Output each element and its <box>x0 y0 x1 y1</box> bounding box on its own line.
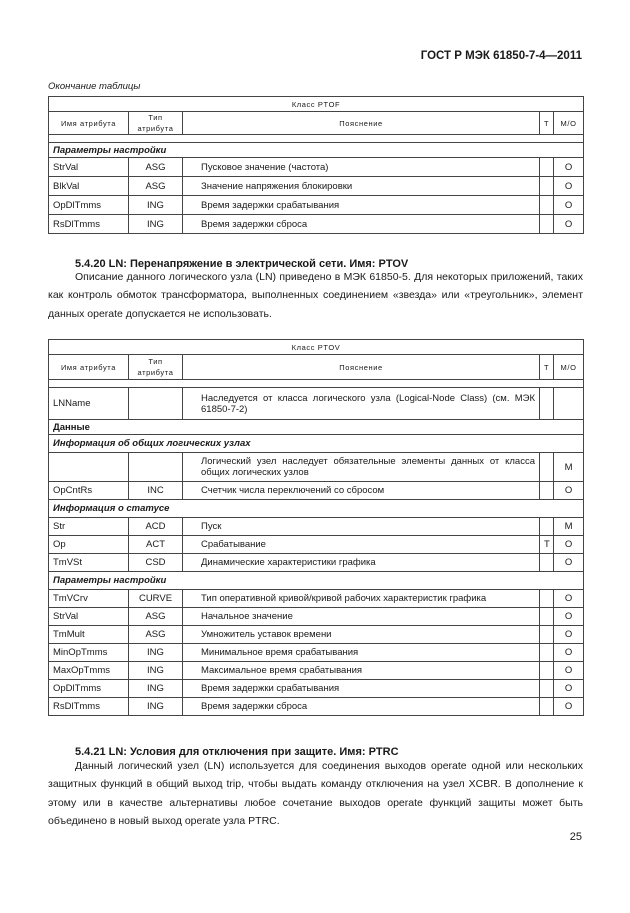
column-header-name: Имя атрибута <box>49 355 129 380</box>
transient-cell <box>540 554 554 572</box>
attribute-type-cell: ING <box>129 662 183 680</box>
transient-cell <box>540 662 554 680</box>
mandatory-optional-cell: O <box>554 680 584 698</box>
ptov-table <box>48 339 584 716</box>
lnname-description-cell: Наследуется от класса логического узла (Logical-Node Class) (см. МЭК 61850-7-2) <box>183 388 540 420</box>
attribute-description-cell: Время задержки сброса <box>183 698 540 716</box>
table-section-title: Параметры настройки <box>49 143 584 158</box>
attribute-type-cell: ASG <box>129 158 183 177</box>
attribute-type-cell: ASG <box>129 177 183 196</box>
transient-cell <box>540 158 554 177</box>
attribute-type-cell: ACD <box>129 518 183 536</box>
attribute-name-cell: Op <box>49 536 129 554</box>
table-row <box>49 698 584 716</box>
attribute-description-cell: Пуск <box>183 518 540 536</box>
transient-cell <box>540 518 554 536</box>
attribute-name-cell: TmVSt <box>49 554 129 572</box>
table-continuation-caption: Окончание таблицы <box>48 81 141 92</box>
mandatory-optional-cell: O <box>554 662 584 680</box>
attribute-description-cell: Значение напряжения блокировки <box>183 177 540 196</box>
transient-cell <box>540 680 554 698</box>
mandatory-optional-cell: O <box>554 608 584 626</box>
attribute-type-cell: ASG <box>129 626 183 644</box>
mandatory-optional-cell: O <box>554 158 584 177</box>
table-row <box>49 536 584 554</box>
attribute-type-cell: CURVE <box>129 590 183 608</box>
transient-cell <box>540 608 554 626</box>
attribute-type-cell: ING <box>129 644 183 662</box>
attribute-type-cell <box>129 453 183 482</box>
attribute-name-cell <box>49 453 129 482</box>
attribute-name-cell: OpCntRs <box>49 482 129 500</box>
attribute-description-cell: Время задержки срабатывания <box>183 196 540 215</box>
attribute-description-cell: Срабатывание <box>183 536 540 554</box>
section-paragraph-5-4-21: Данный логический узел (LN) используется для соединения выходов operate одной или нескольких защитных функций в общий выход trip, чтобы выдать команду отключения на узел XCBR. В дополнение к этому или в качестве альтернативы любое сочетание выходов operate функций защиты может быть объединено в новый выход operate узла PTRC. <box>48 760 583 827</box>
data-section-title: Данные <box>49 420 584 435</box>
table-row <box>49 644 584 662</box>
column-header-t: T <box>540 355 554 380</box>
attribute-description-cell: Счетчик числа переключений со сбросом <box>183 482 540 500</box>
table-row <box>49 662 584 680</box>
table-row <box>49 680 584 698</box>
table-class-title: Класс PTOV <box>49 340 584 355</box>
attribute-name-cell: TmVCrv <box>49 590 129 608</box>
attribute-name-cell: OpDlTmms <box>49 680 129 698</box>
attribute-description-cell: Время задержки срабатывания <box>183 680 540 698</box>
table-class-title: Класс PTOF <box>49 97 584 112</box>
column-header-type: Тип атрибута <box>129 112 183 135</box>
attribute-type-cell: ING <box>129 698 183 716</box>
group-title: Информация об общих логических узлах <box>49 435 584 453</box>
table-row <box>49 453 584 482</box>
section-heading-5-4-21: 5.4.21 LN: Условия для отключения при защите. Имя: PTRC <box>75 746 399 758</box>
attribute-description-cell: Умножитель уставок времени <box>183 626 540 644</box>
attribute-name-cell: OpDlTmms <box>49 196 129 215</box>
table-row <box>49 482 584 500</box>
column-header-description: Пояснение <box>183 112 540 135</box>
attribute-type-cell: ING <box>129 196 183 215</box>
transient-cell <box>540 590 554 608</box>
attribute-type-cell: ING <box>129 215 183 234</box>
table-row <box>49 608 584 626</box>
mandatory-optional-cell: O <box>554 626 584 644</box>
column-header-t: T <box>540 112 554 135</box>
mandatory-optional-cell: O <box>554 590 584 608</box>
table-row <box>49 215 584 234</box>
column-header-mo: M/O <box>554 355 584 380</box>
lnname-mo-cell <box>554 388 584 420</box>
attribute-name-cell: RsDlTmms <box>49 215 129 234</box>
section-heading-5-4-20: 5.4.20 LN: Перенапряжение в электрической сети. Имя: PTOV <box>75 258 409 270</box>
attribute-name-cell: StrVal <box>49 608 129 626</box>
transient-cell <box>540 453 554 482</box>
table-row <box>49 177 584 196</box>
attribute-type-cell: INC <box>129 482 183 500</box>
page-number: 25 <box>569 831 582 843</box>
transient-cell <box>540 626 554 644</box>
attribute-type-cell: ACT <box>129 536 183 554</box>
transient-cell <box>540 482 554 500</box>
attribute-type-cell: ASG <box>129 608 183 626</box>
attribute-description-cell: Пусковое значение (частота) <box>183 158 540 177</box>
attribute-description-cell: Начальное значение <box>183 608 540 626</box>
table-row <box>49 554 584 572</box>
table-row <box>49 590 584 608</box>
transient-cell <box>540 196 554 215</box>
lnname-type-cell <box>129 388 183 420</box>
mandatory-optional-cell: O <box>554 698 584 716</box>
mandatory-optional-cell: O <box>554 196 584 215</box>
column-header-type: Тип атрибута <box>129 355 183 380</box>
mandatory-optional-cell: O <box>554 177 584 196</box>
attribute-description-cell: Минимальное время срабатывания <box>183 644 540 662</box>
lnname-cell: LNName <box>49 388 129 420</box>
table-row <box>49 196 584 215</box>
column-header-mo: M/O <box>554 112 584 135</box>
table-row <box>49 518 584 536</box>
attribute-name-cell: RsDlTmms <box>49 698 129 716</box>
ptof-table <box>48 96 584 234</box>
lnname-t-cell <box>540 388 554 420</box>
attribute-name-cell: MaxOpTmms <box>49 662 129 680</box>
mandatory-optional-cell: O <box>554 536 584 554</box>
mandatory-optional-cell: O <box>554 644 584 662</box>
section-paragraph-5-4-20: Описание данного логического узла (LN) приведено в МЭК 61850-5. Для некоторых приложений, таких как контроль обмоток трансформатора, выполненных соединением «звезда» или «треугольник», элемент данных operate допускается не использовать. <box>48 271 583 320</box>
transient-cell <box>540 644 554 662</box>
attribute-description-cell: Тип оперативной кривой/кривой рабочих характеристик графика <box>183 590 540 608</box>
attribute-description-cell: Время задержки сброса <box>183 215 540 234</box>
table-row <box>49 158 584 177</box>
attribute-name-cell: TmMult <box>49 626 129 644</box>
transient-cell <box>540 177 554 196</box>
attribute-description-cell: Максимальное время срабатывания <box>183 662 540 680</box>
transient-cell <box>540 698 554 716</box>
document-code: ГОСТ Р МЭК 61850-7-4—2011 <box>420 50 582 62</box>
group-title: Информация о статусе <box>49 500 584 518</box>
attribute-description-cell: Логический узел наследует обязательные элементы данных от класса общих логических узлов <box>183 453 540 482</box>
attribute-description-cell: Динамические характеристики графика <box>183 554 540 572</box>
mandatory-optional-cell: O <box>554 554 584 572</box>
group-title: Параметры настройки <box>49 572 584 590</box>
transient-cell <box>540 215 554 234</box>
attribute-name-cell: Str <box>49 518 129 536</box>
column-header-description: Пояснение <box>183 355 540 380</box>
attribute-type-cell: CSD <box>129 554 183 572</box>
mandatory-optional-cell: O <box>554 482 584 500</box>
transient-cell: T <box>540 536 554 554</box>
mandatory-optional-cell: O <box>554 215 584 234</box>
attribute-name-cell: StrVal <box>49 158 129 177</box>
attribute-type-cell: ING <box>129 680 183 698</box>
column-header-name: Имя атрибута <box>49 112 129 135</box>
mandatory-optional-cell: M <box>554 453 584 482</box>
attribute-name-cell: MinOpTmms <box>49 644 129 662</box>
mandatory-optional-cell: M <box>554 518 584 536</box>
attribute-name-cell: BlkVal <box>49 177 129 196</box>
table-row <box>49 626 584 644</box>
